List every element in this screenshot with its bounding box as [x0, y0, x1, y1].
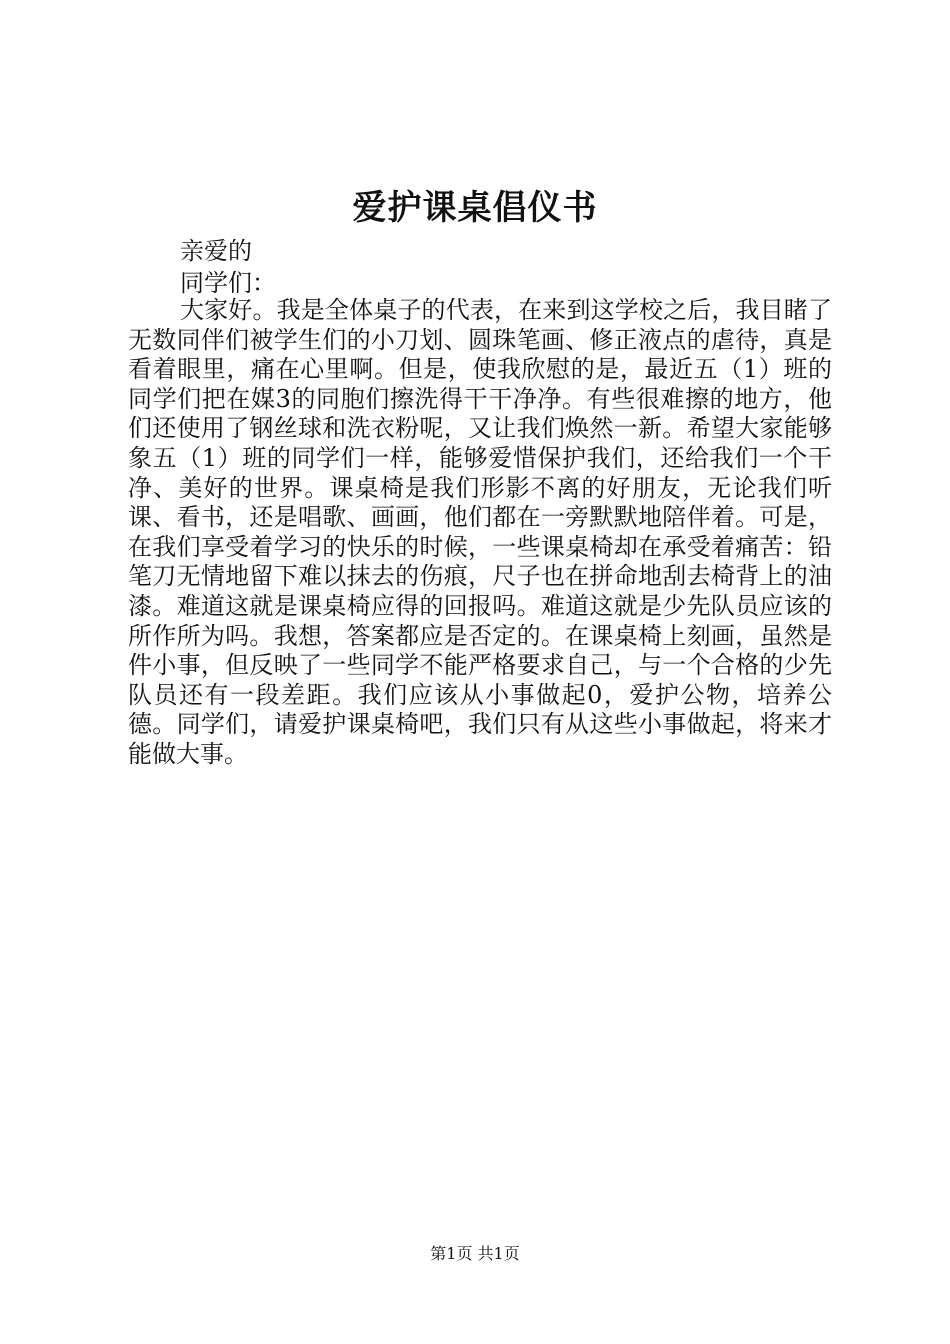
- salutation-line-2: 同学们：: [180, 269, 276, 297]
- page-footer: 第1页 共1页: [430, 1244, 520, 1263]
- body-paragraph: 大家好。我是全体桌子的代表，在来到这学校之后，我目睹了无数同伴们被学生们的小刀划、圆珠笔画、修正液点的虐待，真是看着眼里，痛在心里啊。但是，使我欣慰的是，最近五（1）班的同学们把在媒3的同胞们擦洗得干干净净。有些很难擦的地方，他们还使用了钢丝球和洗衣粉呢，又让我们焕然一新。希望大家能够象五（1）班的同学们一样，能够爱惜保护我们，还给我们一个干净、美好的世界。课桌椅是我们形影不离的好朋友，无论我们听课、看书，还是唱歌、画画，他们都在一旁默默地陪伴着。可是，在我们享受着学习的快乐的时候，一些课桌椅却在承受着痛苦：铅笔刀无情地留下难以抹去的伤痕，尺子也在拼命地刮去椅背上的油漆。难道这就是课桌椅应得的回报吗。难道这就是少先队员应该的所作所为吗。我想，答案都应是否定的。在课桌椅上刻画，虽然是件小事，但反映了一些同学不能严格要求自己，与一个合格的少先队员还有一段差距。我们应该从小事做起0，爱护公物，培养公德。同学们，请爱护课桌椅吧，我们只有从这些小事做起，将来才能做大事。: [128, 296, 832, 768]
- document-title: 爱护课桌倡仪书: [352, 188, 598, 228]
- salutation-line-1: 亲爱的: [180, 237, 252, 265]
